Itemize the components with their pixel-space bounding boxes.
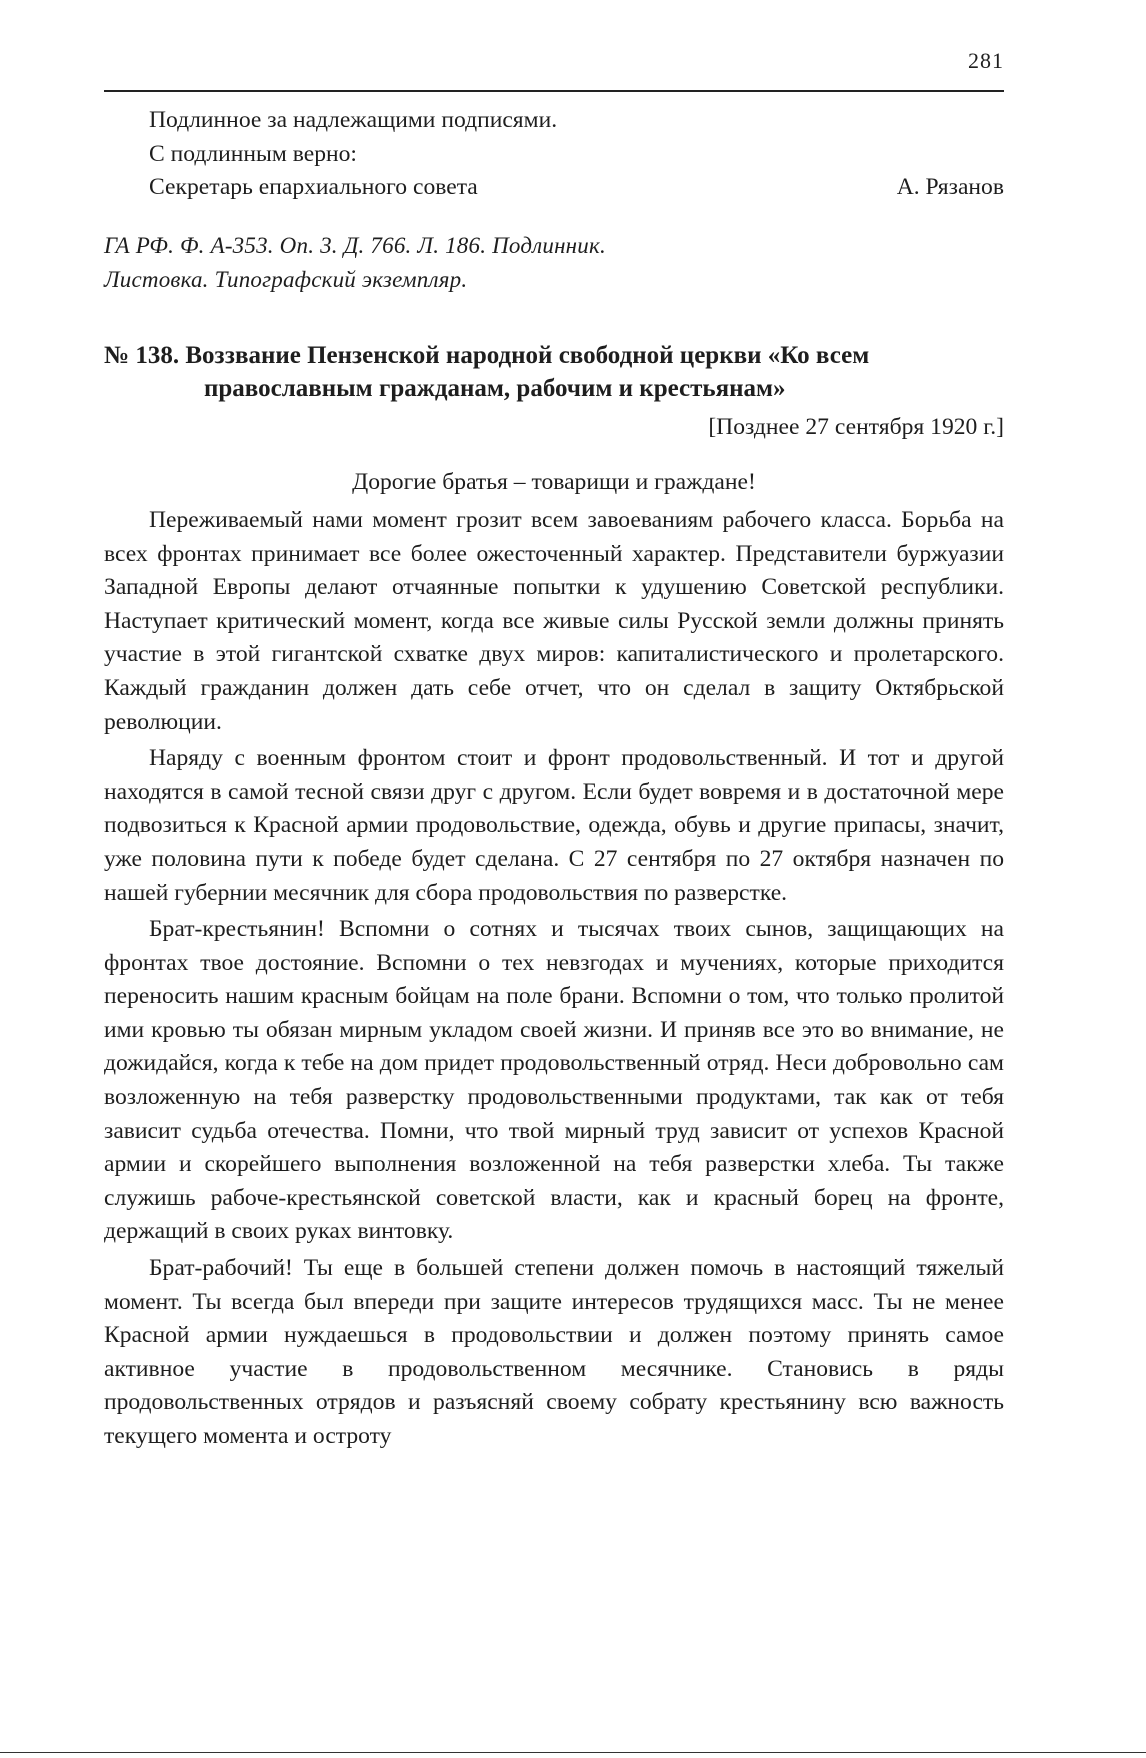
body-paragraph-1: Переживаемый нами момент грозит всем завоеваниям рабочего класса. Борьба на всех фронтах принимает все более ожесточенный характер. Представители буржуазии Западной Европы делают отчаянные попытки к удушению Советской республики. Наступает критический момент, когда все живые силы Русской земли должны принять участие в этой гигантской схватке двух миров: капиталистического и пролетарского. Каждый гражданин должен дать себе отчет, что он сделал в защиту Октябрьской революции.	[104, 506, 1004, 735]
archive-reference-line-2: Листовка. Типографский экземпляр.	[104, 266, 468, 292]
signature-name: А. Рязанов	[896, 174, 1004, 201]
document-salutation: Дорогие братья – товарищи и граждане!	[352, 469, 756, 496]
signature-line-2: С подлинным верно:	[149, 140, 357, 167]
signature-line-1: Подлинное за надлежащими подписями.	[149, 107, 558, 133]
signature-position: Секретарь епархиального совета	[149, 174, 478, 201]
body-paragraph-2: Наряду с военным фронтом стоит и фронт продовольственный. И тот и другой находятся в самой тесной связи друг с другом. Если будет вовремя и в достаточной мере подвозиться к Красной армии продовольствие, одежда, обувь и другие припасы, значит, уже половина пути к победе будет сделана. С 27 сентября по 27 октября назначен по нашей губернии месячник для сбора продовольствия по разверстке.	[104, 745, 1004, 906]
signature-line-3	[149, 171, 1004, 205]
page-content	[104, 104, 1004, 1457]
archive-reference	[104, 229, 1004, 297]
body-paragraph-4: Брат-рабочий! Ты еще в большей степени должен помочь в настоящий тяжелый момент. Ты всегда был впереди при защите интересов трудящихся масс. Ты не менее Красной армии нуждаешься в продовольствии и должен поэтому принять самое активное участие в продовольственном месячнике. Становись в ряды продовольственных отрядов и разъясняй своему собрату крестьянину всю важность текущего момента и остроту	[104, 1255, 1004, 1449]
header-rule	[104, 90, 1004, 92]
page-number: 281	[968, 48, 1004, 73]
body-paragraph-3: Брат-крестьянин! Вспомни о сотнях и тысячах твоих сынов, защищающих на фронтах твое достояние. Вспомни о тех невзгодах и мучениях, которые приходится переносить нашим красным бойцам на поле брани. Вспомни о том, что только пролитой ими кровью ты обязан мирным укладом своей жизни. И приняв все это во внимание, не дожидайся, когда к тебе на дом придет продовольственный отряд. Неси добровольно сам возложенную на тебя разверстку продовольственными продуктами, так как от тебя зависит судьба отечества. Помни, что твой мирный труд зависит от успехов Красной армии и скорейшего выполнения возложенной на тебя разверстки хлеба. Ты также служишь рабоче-крестьянской советской власти, как и красный борец на фронте, держащий в своих руках винтовку.	[104, 916, 1004, 1245]
document-title: № 138. Воззвание Пензенской народной свободной церкви «Ко всем православным гражданам, рабочим и крестьянам»	[104, 341, 870, 402]
bottom-edge-rule	[0, 1752, 1146, 1753]
archive-reference-line-1: ГА РФ. Ф. А-353. Оп. 3. Д. 766. Л. 186. Подлинник.	[104, 232, 606, 258]
signature-block	[104, 104, 1004, 205]
document-date: [Позднее 27 сентября 1920 г.]	[708, 413, 1004, 440]
